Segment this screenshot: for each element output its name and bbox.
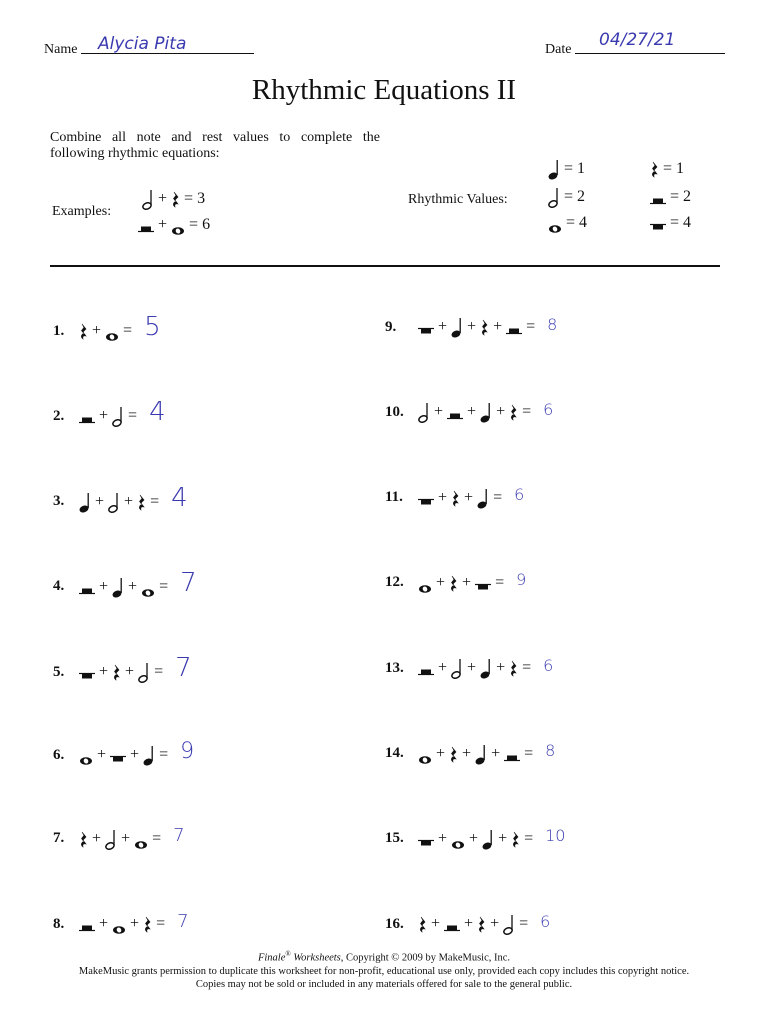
- quarter-note-icon: [480, 657, 492, 679]
- footer-line-1: [0, 948, 768, 965]
- quarter-note-icon: [451, 316, 463, 338]
- rhythmic-value: 1: [577, 160, 586, 177]
- quarter-rest-icon: [137, 491, 146, 513]
- plus-sign: +: [467, 318, 477, 335]
- half-rest-icon: [504, 743, 520, 765]
- plus-sign: +: [99, 915, 109, 933]
- handwritten-answer[interactable]: 9: [516, 570, 527, 590]
- whole-note-icon: [79, 744, 93, 766]
- plus-sign: +: [498, 829, 508, 847]
- whole-note-icon: [548, 212, 562, 234]
- whole-note-icon: [112, 913, 126, 935]
- handwritten-answer[interactable]: 9: [180, 738, 195, 764]
- rhythmic-value-whole-note: [548, 212, 587, 234]
- quarter-rest-icon: [143, 913, 152, 935]
- plus-sign: +: [436, 744, 446, 762]
- equals-sign: =: [564, 188, 574, 205]
- equals-sign: =: [522, 403, 532, 421]
- quarter-rest-icon: [449, 743, 458, 765]
- half-rest-icon: [79, 405, 95, 427]
- whole-note-icon: [451, 828, 465, 850]
- whole-note-icon: [418, 572, 432, 594]
- plus-sign: +: [496, 659, 506, 677]
- equals-sign: =: [156, 915, 166, 933]
- equals-sign: =: [189, 216, 199, 233]
- problem-number: 8.: [53, 915, 65, 932]
- plus-sign: +: [130, 915, 140, 933]
- plus-sign: +: [438, 659, 448, 677]
- examples-label: Examples:: [52, 204, 112, 219]
- plus-sign: +: [436, 573, 446, 591]
- handwritten-answer[interactable]: 6: [514, 485, 525, 505]
- rhythmic-value-whole-rest: [650, 212, 691, 234]
- problem-11: [385, 487, 524, 509]
- rhythmic-value-half-note: [548, 186, 585, 208]
- half-rest-icon: [444, 913, 460, 935]
- example-1: [142, 188, 205, 210]
- problem-number: 11.: [385, 489, 403, 506]
- quarter-rest-icon: [79, 828, 88, 850]
- page-title: Rhythmic Equations II: [251, 74, 517, 106]
- problem-3: [53, 482, 188, 517]
- half-note-icon: [418, 401, 430, 423]
- quarter-rest-icon: [418, 913, 427, 935]
- plus-sign: +: [462, 573, 472, 591]
- plus-sign: +: [438, 488, 448, 506]
- quarter-rest-icon: [171, 188, 180, 210]
- problem-1: [53, 312, 161, 346]
- equals-sign: =: [564, 160, 574, 177]
- name-label: Name: [44, 42, 78, 57]
- problem-13: [385, 657, 553, 679]
- date-label: Date: [545, 42, 572, 57]
- equals-sign: =: [493, 488, 503, 506]
- whole-rest-icon: [418, 487, 434, 509]
- half-note-icon: [503, 913, 515, 935]
- handwritten-answer[interactable]: 8: [547, 314, 558, 334]
- half-rest-icon: [138, 214, 154, 236]
- handwritten-answer[interactable]: 4: [149, 397, 166, 428]
- plus-sign: +: [434, 403, 444, 421]
- problem-6: [53, 738, 195, 768]
- date-field: [545, 40, 571, 58]
- problem-14: [385, 743, 555, 765]
- equals-sign: =: [663, 160, 673, 177]
- rhythmic-value-quarter-rest: [650, 158, 684, 180]
- problem-12: [385, 572, 526, 594]
- rhythmic-value: 4: [683, 214, 692, 231]
- problem-16: [385, 913, 550, 935]
- problem-7: [53, 825, 185, 850]
- plus-sign: +: [431, 915, 441, 933]
- plus-sign: +: [92, 322, 102, 339]
- quarter-note-icon: [480, 401, 492, 423]
- half-rest-icon: [418, 657, 434, 679]
- problem-number: 12.: [385, 574, 404, 591]
- problem-number: 13.: [385, 659, 404, 676]
- handwritten-answer[interactable]: 4: [171, 482, 188, 513]
- problem-number: 7.: [53, 830, 65, 847]
- quarter-rest-icon: [451, 487, 460, 509]
- handwritten-answer[interactable]: 10: [545, 826, 566, 846]
- equation-result: 6: [202, 216, 211, 233]
- quarter-note-icon: [548, 158, 560, 180]
- plus-sign: +: [128, 577, 138, 595]
- plus-sign: +: [99, 663, 109, 681]
- handwritten-answer[interactable]: 5: [144, 312, 161, 342]
- problem-number: 6.: [53, 746, 65, 763]
- plus-sign: +: [467, 403, 477, 421]
- plus-sign: +: [99, 577, 109, 595]
- quarter-rest-icon: [511, 828, 520, 850]
- plus-sign: +: [121, 829, 131, 847]
- quarter-rest-icon: [509, 657, 518, 679]
- rhythmic-value: 2: [683, 188, 692, 205]
- quarter-note-icon: [475, 743, 487, 765]
- plus-sign: +: [490, 915, 500, 933]
- quarter-note-icon: [112, 576, 124, 598]
- plus-sign: +: [125, 663, 135, 681]
- equals-sign: =: [566, 214, 576, 231]
- plus-sign: +: [158, 190, 168, 207]
- whole-rest-icon: [418, 316, 434, 338]
- rhythmic-values-label: Rhythmic Values:: [408, 192, 508, 207]
- half-note-icon: [108, 491, 120, 513]
- whole-note-icon: [171, 214, 185, 236]
- footer-line-2: MakeMusic grants permission to duplicate this worksheet for non-profit, educational use only, provided each copy includes this copyright notice.: [78, 965, 690, 977]
- quarter-note-icon: [79, 491, 91, 513]
- quarter-rest-icon: [79, 320, 88, 342]
- quarter-rest-icon: [449, 572, 458, 594]
- half-rest-icon: [447, 401, 463, 423]
- footer-line-3: Copies may not be sold or included in any materials offered for sale to the general public.: [195, 978, 573, 990]
- plus-sign: +: [464, 488, 474, 506]
- whole-rest-icon: [110, 744, 126, 766]
- equals-sign: =: [495, 573, 505, 591]
- handwritten-answer[interactable]: 6: [543, 399, 554, 419]
- quarter-note-icon: [482, 828, 494, 850]
- name-handwritten: Alycia Pita: [98, 34, 187, 54]
- plus-sign: +: [97, 746, 107, 763]
- rhythmic-value-quarter-note: [548, 158, 585, 180]
- whole-note-icon: [134, 828, 148, 850]
- problem-2: [53, 397, 166, 431]
- example-2: [138, 214, 210, 236]
- section-divider: [50, 265, 720, 267]
- plus-sign: +: [124, 492, 134, 510]
- half-rest-icon: [506, 316, 522, 338]
- plus-sign: +: [92, 829, 102, 847]
- handwritten-answer[interactable]: 7: [175, 653, 192, 684]
- plus-sign: +: [130, 746, 140, 763]
- handwritten-answer[interactable]: 6: [543, 655, 554, 675]
- plus-sign: +: [493, 318, 503, 335]
- plus-sign: +: [438, 829, 448, 847]
- equals-sign: =: [522, 659, 532, 677]
- footer-copyright: , Copyright © 2009 by MakeMusic, Inc.: [340, 952, 511, 964]
- equals-sign: =: [670, 214, 680, 231]
- half-note-icon: [548, 186, 560, 208]
- plus-sign: +: [438, 318, 448, 335]
- half-rest-icon: [79, 576, 95, 598]
- name-field: [44, 40, 77, 58]
- footer-brand-suffix: Worksheets: [290, 952, 341, 964]
- quarter-rest-icon: [480, 316, 489, 338]
- handwritten-answer[interactable]: 8: [545, 741, 556, 760]
- equals-sign: =: [670, 188, 680, 205]
- whole-rest-icon: [475, 572, 491, 594]
- problem-number: 10.: [385, 403, 404, 420]
- equals-sign: =: [184, 190, 194, 207]
- problem-8: [53, 910, 189, 935]
- rhythmic-value: 4: [579, 214, 588, 231]
- handwritten-answer[interactable]: 6: [540, 911, 551, 931]
- equals-sign: =: [150, 492, 160, 510]
- plus-sign: +: [95, 492, 105, 510]
- half-note-icon: [142, 188, 154, 210]
- equation-result: 3: [197, 190, 206, 207]
- problem-15: [385, 828, 565, 850]
- half-rest-icon: [79, 913, 95, 935]
- problem-number: 9.: [385, 318, 397, 335]
- handwritten-answer[interactable]: 7: [180, 567, 197, 598]
- equals-sign: =: [128, 407, 138, 425]
- whole-rest-icon: [79, 661, 95, 683]
- equals-sign: =: [154, 663, 164, 681]
- equals-sign: =: [524, 744, 534, 762]
- plus-sign: +: [99, 407, 109, 425]
- plus-sign: +: [158, 216, 168, 233]
- quarter-note-icon: [143, 744, 155, 766]
- quarter-rest-icon: [112, 661, 121, 683]
- problem-4: [53, 567, 197, 602]
- rhythmic-value: 2: [577, 188, 586, 205]
- whole-note-icon: [141, 576, 155, 598]
- problem-number: 16.: [385, 915, 404, 932]
- problem-number: 5.: [53, 663, 65, 680]
- plus-sign: +: [467, 659, 477, 677]
- half-rest-icon: [650, 186, 666, 208]
- plus-sign: +: [464, 915, 474, 933]
- whole-note-icon: [105, 320, 119, 342]
- footer-brand: Finale: [257, 952, 286, 964]
- equals-sign: =: [123, 322, 133, 339]
- quarter-rest-icon: [509, 401, 518, 423]
- plus-sign: +: [469, 829, 479, 847]
- quarter-rest-icon: [650, 158, 659, 180]
- handwritten-answer[interactable]: 7: [177, 910, 189, 932]
- equals-sign: =: [152, 829, 162, 847]
- problem-number: 15.: [385, 830, 404, 847]
- half-note-icon: [105, 828, 117, 850]
- quarter-note-icon: [477, 487, 489, 509]
- half-note-icon: [138, 661, 150, 683]
- instructions: Combine all note and rest values to complete the following rhythmic equations:: [50, 130, 380, 161]
- footer: [0, 948, 768, 991]
- rhythmic-value: 1: [676, 160, 685, 177]
- equals-sign: =: [159, 577, 169, 595]
- quarter-rest-icon: [477, 913, 486, 935]
- whole-rest-icon: [418, 828, 434, 850]
- problem-number: 2.: [53, 407, 65, 424]
- problem-number: 4.: [53, 578, 65, 595]
- date-handwritten: 04/27/21: [599, 30, 676, 50]
- problem-number: 14.: [385, 745, 404, 761]
- plus-sign: +: [491, 744, 501, 762]
- problem-10: [385, 401, 553, 423]
- plus-sign: +: [496, 403, 506, 421]
- equals-sign: =: [524, 829, 534, 847]
- whole-note-icon: [418, 743, 432, 765]
- problem-number: 3.: [53, 493, 65, 510]
- footer-registered: ®: [285, 950, 291, 958]
- equals-sign: =: [526, 318, 536, 335]
- equals-sign: =: [159, 746, 169, 763]
- half-note-icon: [112, 405, 124, 427]
- equals-sign: =: [519, 915, 529, 933]
- whole-rest-icon: [650, 212, 666, 234]
- plus-sign: +: [462, 744, 472, 762]
- rhythmic-value-half-rest: [650, 186, 691, 208]
- half-note-icon: [451, 657, 463, 679]
- problem-number: 1.: [53, 322, 65, 339]
- problem-9: [385, 316, 557, 338]
- problem-5: [53, 653, 192, 687]
- handwritten-answer[interactable]: 7: [173, 825, 185, 847]
